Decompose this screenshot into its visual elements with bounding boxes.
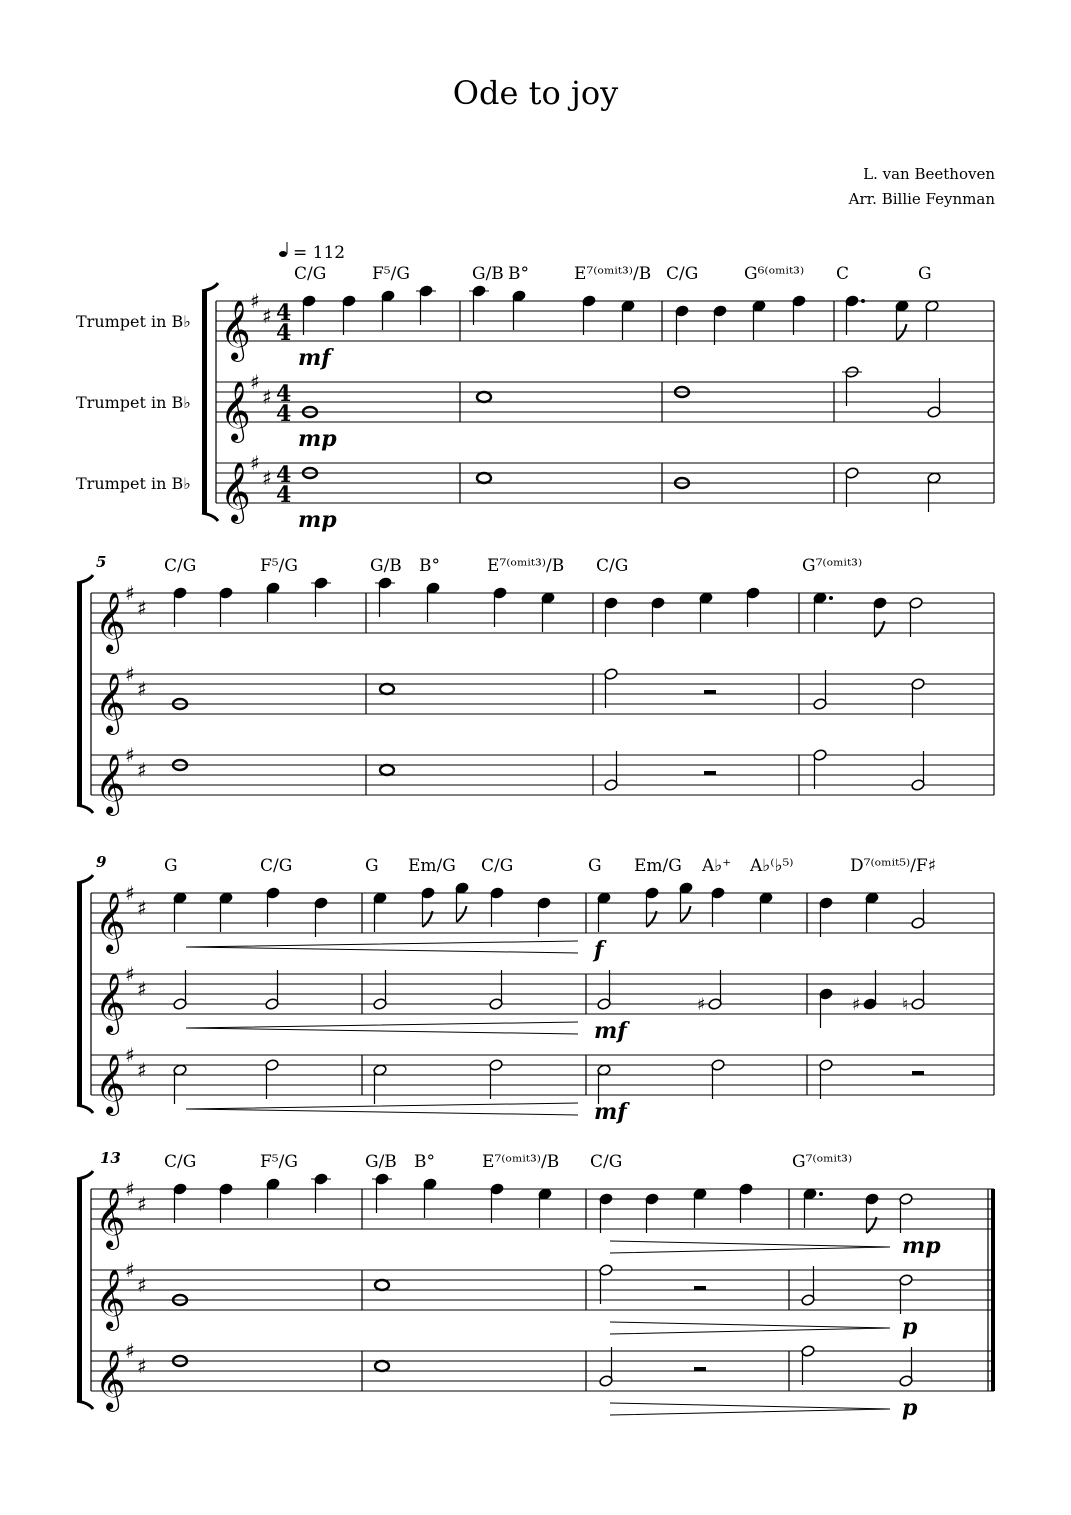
chord-symbol: C/G: [164, 556, 197, 576]
time-signature-bottom: 4: [276, 320, 292, 346]
chord-symbol: G: [588, 856, 602, 876]
half-rest-icon: [694, 1286, 706, 1290]
sharp-icon: ♯: [137, 896, 147, 920]
sharp-icon: ♯: [250, 289, 260, 313]
chord-symbol: C: [836, 264, 850, 284]
half-rest-icon: [704, 690, 716, 694]
sharp-icon: ♯: [262, 466, 272, 490]
chord-symbol: E⁷⁽ᵒᵐⁱᵗ³⁾/B: [574, 264, 652, 284]
chord-symbol: B°: [419, 556, 440, 576]
quarter-note-tempo-icon: [279, 251, 287, 257]
chord-symbol: F⁵/G: [260, 556, 298, 576]
chord-symbol: B°: [508, 264, 529, 284]
chord-symbol: G/B: [472, 264, 504, 284]
bracket-bottom-hook: [77, 1401, 93, 1409]
sharp-icon: ♯: [125, 962, 135, 986]
instrument-name: Trumpet in B♭: [76, 312, 191, 331]
crescendo-hairpin: [186, 941, 578, 953]
sharp-icon: ♯: [125, 1177, 135, 1201]
sharp-icon: ♯: [137, 1273, 147, 1297]
treble-clef-icon: 𝄞: [220, 462, 251, 522]
treble-clef-icon: 𝄞: [95, 754, 126, 814]
measure-number: 5: [96, 553, 107, 571]
composer-credit: L. van Beethoven: [863, 165, 995, 183]
sharp-icon: ♯: [125, 1339, 135, 1363]
sharp-icon: ♯: [137, 1192, 147, 1216]
chord-symbol: E⁷⁽ᵒᵐⁱᵗ³⁾/B: [482, 1152, 560, 1172]
treble-clef-icon: 𝄞: [220, 381, 251, 441]
sharp-icon: ♯: [250, 451, 260, 475]
sharp-icon: ♯: [137, 1354, 147, 1378]
decrescendo-hairpin: [610, 1241, 890, 1253]
bracket-bottom-hook: [77, 1105, 93, 1113]
tempo-marking: = 112: [293, 243, 346, 263]
staff-bracket: [202, 291, 207, 513]
half-rest-icon: [912, 1071, 924, 1075]
bracket-bottom-hook: [77, 805, 93, 813]
time-signature-top: 4: [276, 381, 292, 407]
score-title: Ode to joy: [452, 74, 619, 112]
time-signature-bottom: 4: [276, 401, 292, 427]
treble-clef-icon: 𝄞: [95, 892, 126, 952]
sharp-accidental-icon: ♯: [697, 995, 706, 1015]
chord-symbol: G⁷⁽ᵒᵐⁱᵗ³⁾: [802, 556, 863, 576]
whole-note: [477, 473, 491, 483]
chord-symbol: C/G: [481, 856, 514, 876]
whole-note: [477, 392, 491, 402]
bracket-top-hook: [77, 875, 93, 883]
treble-clef-icon: 𝄞: [220, 300, 251, 360]
measure-number: 13: [100, 1149, 121, 1167]
sharp-icon: ♯: [262, 304, 272, 328]
chord-symbol: E⁷⁽ᵒᵐⁱᵗ³⁾/B: [487, 556, 565, 576]
measure-number: 9: [96, 853, 107, 871]
eighth-flag: [897, 324, 907, 340]
eighth-flag: [457, 906, 467, 922]
chord-symbol: G⁷⁽ᵒᵐⁱᵗ³⁾: [792, 1152, 853, 1172]
dot: [861, 299, 865, 303]
eighth-flag: [681, 906, 691, 922]
sharp-accidental-icon: ♯: [852, 995, 861, 1015]
chord-symbol: B°: [414, 1152, 435, 1172]
arranger-credit: Arr. Billie Feynman: [848, 190, 995, 208]
whole-note: [380, 684, 394, 694]
whole-note: [375, 1361, 389, 1371]
staff-bracket: [77, 583, 82, 805]
bracket-top-hook: [77, 1171, 93, 1179]
chord-symbol: Em/G: [408, 856, 456, 876]
treble-clef-icon: 𝄞: [95, 1054, 126, 1114]
sharp-icon: ♯: [125, 881, 135, 905]
chord-symbol: C/G: [164, 1152, 197, 1172]
dynamic-marking: mf: [594, 1099, 627, 1125]
sharp-icon: ♯: [262, 385, 272, 409]
chord-symbol: F⁵/G: [372, 264, 410, 284]
sharp-icon: ♯: [125, 581, 135, 605]
chord-symbol: Em/G: [634, 856, 682, 876]
chord-symbol: C/G: [596, 556, 629, 576]
sharp-icon: ♯: [250, 370, 260, 394]
dynamic-marking: mf: [298, 345, 331, 371]
chord-symbol: G/B: [365, 1152, 397, 1172]
dynamic-marking: mp: [298, 507, 337, 533]
time-signature-top: 4: [276, 462, 292, 488]
whole-note: [380, 765, 394, 775]
sharp-icon: ♯: [125, 662, 135, 686]
chord-symbol: G⁶⁽ᵒᵐⁱᵗ³⁾: [744, 264, 805, 284]
half-rest-icon: [694, 1367, 706, 1371]
chord-symbol: C/G: [294, 264, 327, 284]
chord-symbol: C/G: [590, 1152, 623, 1172]
chord-symbol: G: [365, 856, 379, 876]
dynamic-marking: mp: [298, 426, 337, 452]
sharp-icon: ♯: [125, 1258, 135, 1282]
treble-clef-icon: 𝄞: [95, 1188, 126, 1248]
natural-accidental-icon: ♮: [902, 995, 909, 1015]
chord-symbol: D⁷⁽ᵒᵐⁱᵗ⁵⁾/F♯: [850, 856, 936, 876]
sharp-icon: ♯: [137, 596, 147, 620]
chord-symbol: G/B: [370, 556, 402, 576]
chord-symbol: F⁵/G: [260, 1152, 298, 1172]
chord-symbol: C/G: [666, 264, 699, 284]
crescendo-hairpin: [186, 1022, 578, 1034]
half-rest-icon: [704, 771, 716, 775]
staff-bracket: [77, 883, 82, 1105]
time-signature-bottom: 4: [276, 482, 292, 508]
treble-clef-icon: 𝄞: [95, 592, 126, 652]
dynamic-marking: f: [594, 937, 604, 963]
bracket-top-hook: [77, 575, 93, 583]
decrescendo-hairpin: [610, 1322, 890, 1334]
dynamic-marking: mf: [594, 1018, 627, 1044]
dynamic-marking: p: [902, 1314, 918, 1340]
decrescendo-hairpin: [610, 1403, 890, 1415]
treble-clef-icon: 𝄞: [95, 1269, 126, 1329]
sharp-icon: ♯: [137, 758, 147, 782]
chord-symbol: A♭⁺: [702, 856, 732, 876]
treble-clef-icon: 𝄞: [95, 1350, 126, 1410]
dynamic-marking: p: [902, 1395, 918, 1421]
whole-note: [375, 1280, 389, 1290]
sharp-icon: ♯: [125, 743, 135, 767]
bracket-bottom-hook: [202, 513, 218, 521]
chord-symbol: G: [918, 264, 932, 284]
bracket-top-hook: [202, 283, 218, 291]
instrument-name: Trumpet in B♭: [76, 393, 191, 412]
sharp-icon: ♯: [137, 1058, 147, 1082]
staff-bracket: [77, 1179, 82, 1401]
time-signature-top: 4: [276, 300, 292, 326]
sharp-icon: ♯: [137, 977, 147, 1001]
chord-symbol: C/G: [260, 856, 293, 876]
chord-symbol: G: [164, 856, 178, 876]
sharp-icon: ♯: [125, 1043, 135, 1067]
crescendo-hairpin: [186, 1103, 578, 1115]
treble-clef-icon: 𝄞: [95, 973, 126, 1033]
sharp-icon: ♯: [137, 677, 147, 701]
final-bar-thick: [991, 1189, 995, 1391]
treble-clef-icon: 𝄞: [95, 673, 126, 733]
dot: [819, 1192, 823, 1196]
instrument-name: Trumpet in B♭: [76, 474, 191, 493]
dynamic-marking: mp: [902, 1233, 941, 1259]
chord-symbol: A♭⁽♭⁵⁾: [750, 856, 794, 876]
dot: [829, 596, 833, 600]
